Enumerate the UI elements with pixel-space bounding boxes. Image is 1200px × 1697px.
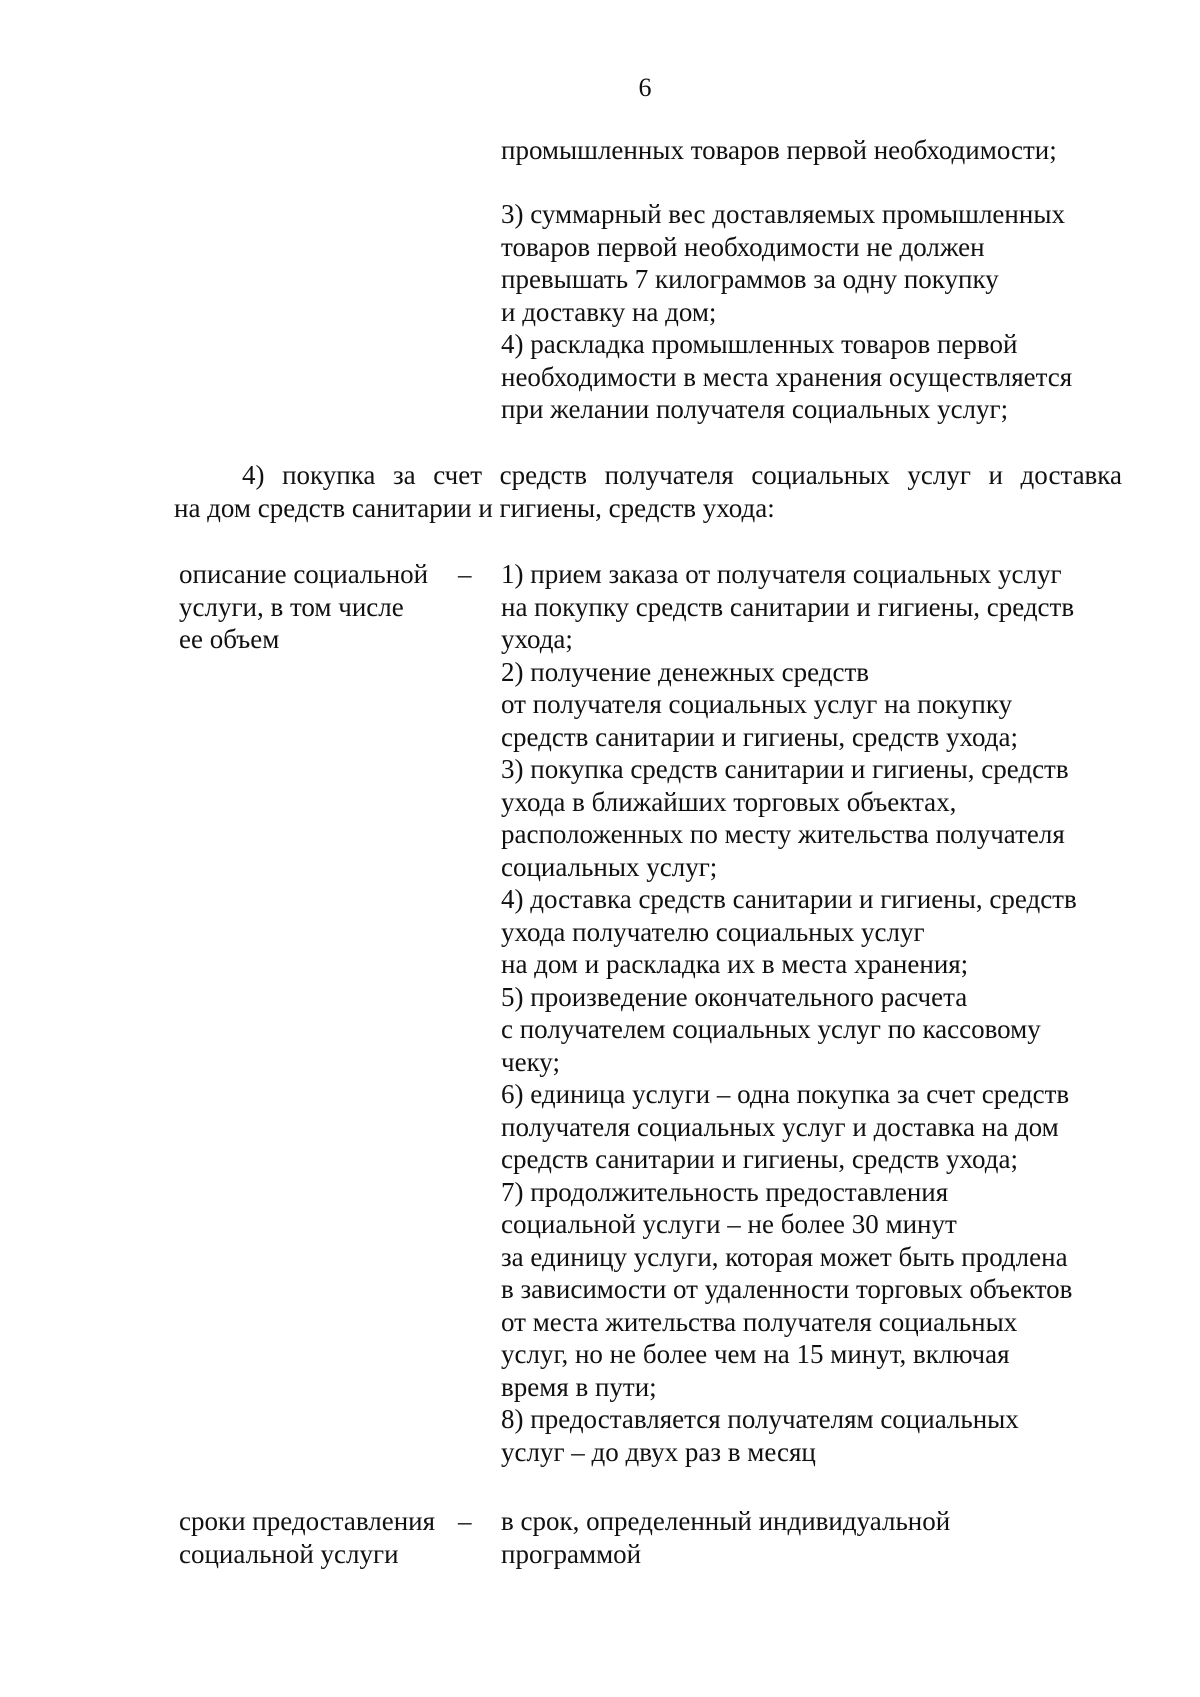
text-line: время в пути;: [501, 1371, 657, 1402]
label-line: сроки предоставления: [179, 1506, 436, 1536]
text-line: в зависимости от удаленности торговых объектов: [501, 1274, 1073, 1304]
text-line: услуг – до двух раз в месяц: [501, 1436, 816, 1467]
text-line: программой: [501, 1538, 642, 1569]
text-line: 2) получение денежных средств: [501, 656, 870, 687]
text-line: от получателя социальных услуг на покупку: [501, 689, 1013, 719]
text-line: расположенных по месту жительства получателя: [501, 819, 1065, 849]
text-line: 8) предоставляется получателям социальных: [501, 1404, 1019, 1434]
text-line: в срок, определенный индивидуальной: [501, 1506, 951, 1536]
text-line: от места жительства получателя социальных: [501, 1306, 1018, 1337]
label-line: ее объем: [179, 624, 280, 654]
terms-label: [179, 1505, 479, 1570]
text-line: товаров первой необходимости не должен: [501, 231, 985, 262]
text-line: 6) единица услуги – одна покупка за счет средств: [501, 1079, 1070, 1109]
text-line: за единицу услуги, которая может быть продлена: [501, 1241, 1068, 1272]
text-line: при желании получателя социальных услуг;: [501, 394, 1009, 424]
text-line: необходимости в места хранения осуществляется: [501, 361, 1073, 392]
text-line: ухода в ближайших торговых объектах,: [501, 786, 957, 817]
text-line: на покупку средств санитарии и гигиены, средств: [501, 591, 1075, 622]
terms-content: [501, 1505, 1121, 1570]
page-number: 6: [638, 73, 652, 102]
continuation-text: [501, 134, 1121, 167]
label-line: социальной услуги: [179, 1538, 399, 1569]
text-line: 7) продолжительность предоставления: [501, 1176, 949, 1207]
description-label: [179, 558, 479, 656]
terms-dash: –: [458, 1506, 472, 1536]
section-heading-line-2: на дом средств санитарии и гигиены, средств ухода:: [174, 492, 775, 523]
text-line: на дом и раскладка их в места хранения;: [501, 949, 969, 979]
section-heading: [174, 459, 1122, 524]
text-line: социальных услуг;: [501, 851, 718, 882]
text-line: получателя социальных услуг и доставка на дом: [501, 1111, 1059, 1142]
text-line: с получателем социальных услуг по кассовому: [501, 1014, 1041, 1044]
text-line: промышленных товаров первой необходимости;: [501, 135, 1057, 165]
text-line: чеку;: [501, 1046, 560, 1077]
text-line: превышать 7 килограммов за одну покупку: [501, 264, 999, 294]
label-line: описание социальной: [179, 559, 429, 589]
text-line: 1) прием заказа от получателя социальных услуг: [501, 559, 1062, 589]
text-line: 5) произведение окончательного расчета: [501, 981, 968, 1012]
section-heading-line-1: 4) покупка за счет средств получателя социальных услуг и доставка: [242, 460, 1122, 490]
description-content: [501, 558, 1121, 1468]
text-line: средств санитарии и гигиены, средств ухода;: [501, 1144, 1018, 1174]
text-line: средств санитарии и гигиены, средств ухода;: [501, 721, 1018, 752]
text-line: ухода;: [501, 624, 573, 654]
items-group-1: [501, 198, 1121, 426]
text-line: 4) раскладка промышленных товаров первой: [501, 329, 1018, 359]
text-line: 3) суммарный вес доставляемых промышленных: [501, 199, 1065, 229]
text-line: социальной услуги – не более 30 минут: [501, 1209, 957, 1239]
text-line: 4) доставка средств санитарии и гигиены, средств: [501, 884, 1077, 914]
text-line: услуг, но не более чем на 15 минут, включая: [501, 1339, 1010, 1369]
text-line: 3) покупка средств санитарии и гигиены, средств: [501, 754, 1069, 784]
label-line: услуги, в том числе: [179, 591, 404, 622]
text-line: и доставку на дом;: [501, 296, 717, 327]
text-line: ухода получателю социальных услуг: [501, 916, 925, 947]
description-dash: –: [458, 559, 472, 589]
